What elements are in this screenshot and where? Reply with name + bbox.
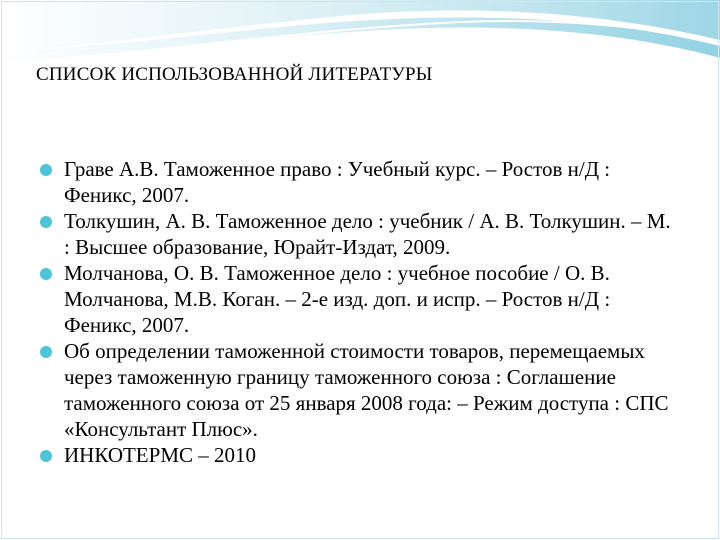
reference-list	[40, 156, 680, 468]
bullet-dot-icon	[40, 450, 52, 462]
bullet-dot-icon	[40, 268, 52, 280]
list-item-text: Об определении таможенной стоимости товаров, перемещаемых через таможенную границу таможенного союза : Соглашение таможенного союза от 25 января 2008 года: – Режим доступа : СПС «Консультант Плюс».	[64, 339, 669, 441]
list-item	[40, 156, 680, 208]
list-item	[40, 260, 680, 338]
slide-title: СПИСОК ИСПОЛЬЗОВАННОЙ ЛИТЕРАТУРЫ	[36, 64, 433, 85]
bullet-dot-icon	[40, 164, 52, 176]
bullet-dot-icon	[40, 216, 52, 228]
list-item-text: Молчанова, О. В. Таможенное дело : учебное пособие / О. В. Молчанова, М.В. Коган. – 2-е изд. доп. и испр. – Ростов н/Д : Феникс, 2007.	[64, 261, 611, 337]
list-item	[40, 208, 680, 260]
list-item-text: Толкушин, А. В. Таможенное дело : учебник / А. В. Толкушин. – М. : Высшее образование, Юрайт-Издат, 2009.	[64, 209, 671, 259]
list-item	[40, 338, 680, 442]
list-item	[40, 442, 680, 468]
list-item-text: Граве А.В. Таможенное право : Учебный курс. – Ростов н/Д : Феникс, 2007.	[64, 157, 611, 207]
bullet-dot-icon	[40, 346, 52, 358]
header-wave-decoration	[0, 0, 720, 110]
list-item-text: ИНКОТЕРМС – 2010	[64, 443, 256, 467]
